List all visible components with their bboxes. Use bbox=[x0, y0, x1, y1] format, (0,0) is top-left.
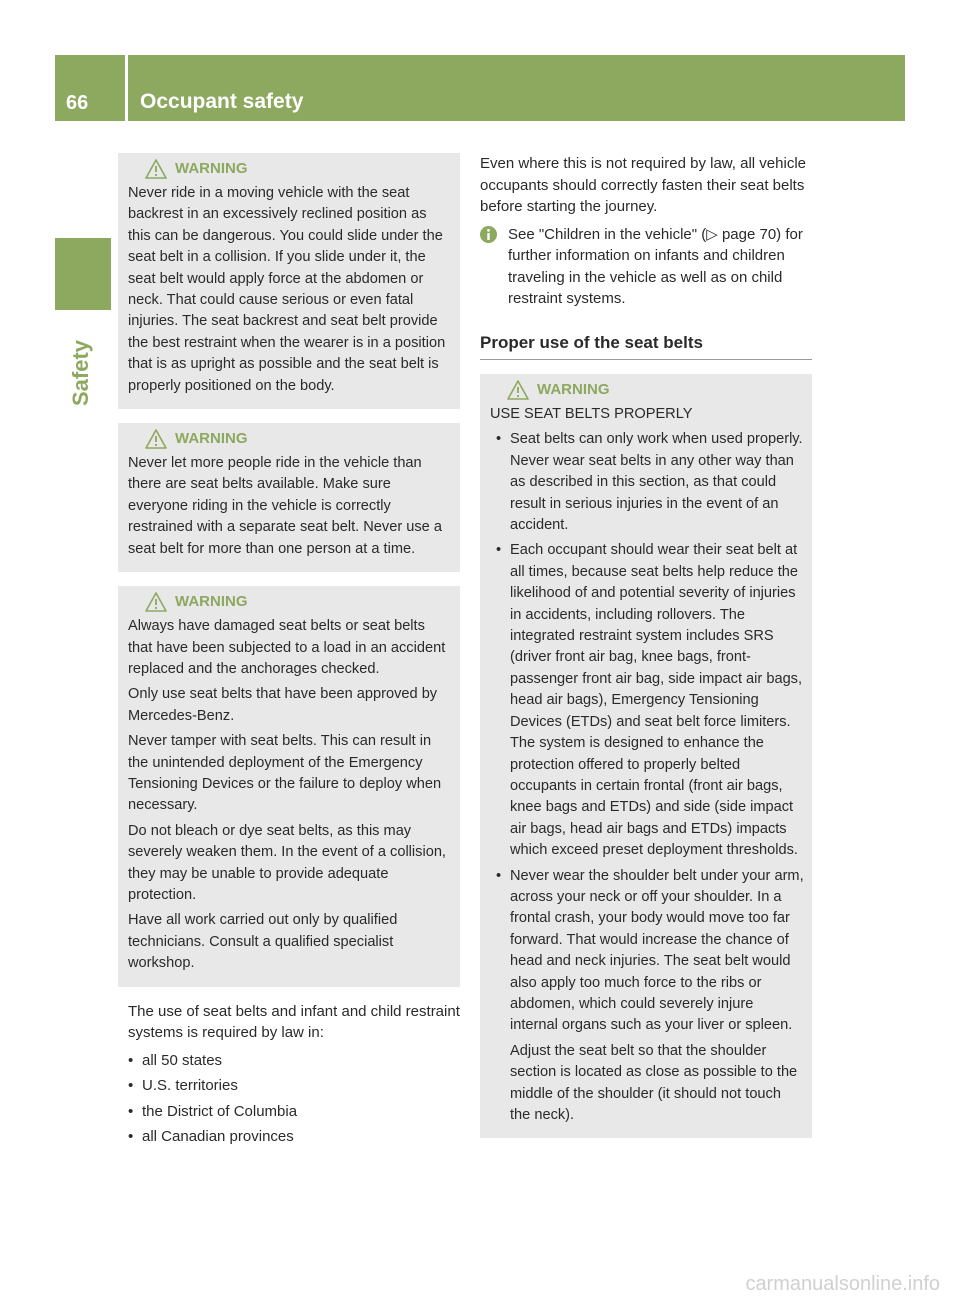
warning-box bbox=[118, 153, 460, 409]
header-divider bbox=[125, 55, 128, 121]
warning-header bbox=[128, 590, 452, 614]
warning-triangle-icon bbox=[145, 159, 167, 179]
warning-box bbox=[118, 586, 460, 987]
warning-heading: WARNING bbox=[537, 381, 610, 399]
warning-header bbox=[128, 157, 452, 181]
info-icon bbox=[480, 226, 497, 243]
list-item: • the District of Columbia bbox=[128, 1101, 460, 1123]
warning-text: Never let more people ride in the vehicle than there are seat belts available. Make sure everyone riding in the vehicle is correctly restrained with a separate seat belt. Never use a seat belt for more than one person at a time. bbox=[128, 455, 442, 557]
warning-heading: WARNING bbox=[175, 593, 248, 611]
list-item: • all Canadian provinces bbox=[128, 1126, 460, 1148]
warning-heading: WARNING bbox=[175, 430, 248, 448]
side-tab-label: Safety bbox=[68, 339, 93, 406]
info-note bbox=[480, 224, 812, 310]
warning-box bbox=[118, 423, 460, 572]
list-item: • U.S. territories bbox=[128, 1075, 460, 1097]
warning-text: Only use seat belts that have been approved by Mercedes-Benz. bbox=[128, 686, 438, 724]
intro-text: Even where this is not required by law, all vehicle occupants should correctly fasten their seat belts before starting the journey. bbox=[480, 155, 807, 215]
warning-text: Never ride in a moving vehicle with the seat backrest in an excessively reclined position as this can be dangerous. You could slide under the seat belt in a collision. If you slide under it, the seat belt would apply force at the abdomen or neck. That could cause serious or even fatal injuries. The seat backrest and seat belt provide the best restraint when the wearer is in a position that is as upright as possible and the seat belt is properly positioned on the body. bbox=[128, 185, 446, 394]
list-item: • Seat belts can only work when used properly. Never wear seat belts in any other way than as described in this section, as that could result in serious injuries in the event of an accident. bbox=[496, 429, 804, 536]
section-heading: Proper use of the seat belts bbox=[480, 332, 812, 361]
warning-subheading: USE SEAT BELTS PROPERLY bbox=[490, 406, 693, 422]
warning-header bbox=[490, 378, 804, 402]
list-item: • all 50 states bbox=[128, 1050, 460, 1072]
warning-text: Always have damaged seat belts or seat belts that have been subjected to a load in an accident replaced and the anchorages checked. bbox=[128, 618, 446, 677]
warning-text: Do not bleach or dye seat belts, as this may severely weaken them. In the event of a collision, they may be unable to provide adequate protection. bbox=[128, 822, 446, 903]
warning-header bbox=[128, 427, 452, 451]
side-tab bbox=[55, 238, 111, 310]
header-title: Occupant safety bbox=[140, 90, 304, 113]
footer-watermark: carmanualsonline.info bbox=[745, 1273, 940, 1295]
list-item: • Each occupant should wear their seat belt at all times, because seat belts help reduce the likelihood of and potential severity of injuries in accidents, including rollovers. The integrated restraint system includes SRS (driver front air bag, knee bags, front-passenger front air bag, side impact air bags, head air bags), Emergency Tensioning Devices (ETDs) and seat belt force limiters. The system is designed to enhance the protection offered to properly belted occupants in certain frontal (front air bags, knee bags and ETDs) and side (side impact air bags, head air bags and ETDs) impacts which exceed preset deployment thresholds. bbox=[496, 540, 804, 861]
jurisdiction-list bbox=[128, 1050, 460, 1148]
right-column bbox=[480, 153, 812, 1152]
left-column bbox=[118, 153, 460, 1152]
side-tab-label-wrap bbox=[68, 316, 112, 406]
info-text: See "Children in the vehicle" (▷ page 70) for further information on infants and children traveling in the vehicle as well as on child restraint systems. bbox=[508, 225, 803, 307]
warning-closing-text: Adjust the seat belt so that the shoulder section is located as close as possible to the middle of the shoulder (it should not touch the neck). bbox=[510, 1042, 798, 1123]
warning-text: Have all work carried out only by qualified technicians. Consult a qualified specialist workshop. bbox=[128, 912, 398, 972]
law-requirement-text: The use of seat belts and infant and child restraint systems is required by law in: bbox=[128, 1002, 460, 1042]
warning-box bbox=[480, 374, 812, 1138]
page-number: 66 bbox=[66, 92, 89, 114]
list-item: • Never wear the shoulder belt under your arm, across your neck or off your shoulder. In a frontal crash, your body would move too far forward. That would increase the chance of head and neck injuries. The seat belt would also apply too much force to the ribs or abdomen, which could severely injure internal organs such as your liver or spleen. bbox=[496, 866, 804, 1037]
warning-text: Never tamper with seat belts. This can result in the unintended deployment of the Emergency Tensioning Devices or the failure to deploy when necessary. bbox=[128, 733, 442, 814]
warning-triangle-icon bbox=[145, 429, 167, 449]
warning-triangle-icon bbox=[507, 380, 529, 400]
warning-bullet-list bbox=[496, 429, 804, 1036]
warning-heading: WARNING bbox=[175, 160, 248, 178]
warning-triangle-icon bbox=[145, 592, 167, 612]
